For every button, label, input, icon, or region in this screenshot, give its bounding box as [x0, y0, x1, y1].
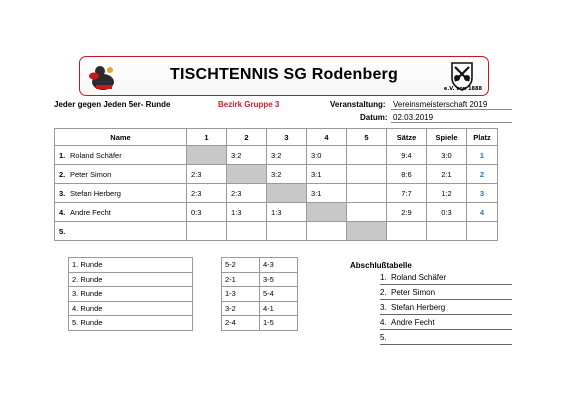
group-label: Bezirk Gruppe 3	[218, 100, 280, 109]
round-row	[69, 301, 298, 316]
result-cell: 2:3	[187, 165, 227, 184]
header-col-4: 4	[307, 129, 347, 146]
result-cell: 1:3	[267, 203, 307, 222]
standing-number: 3.	[380, 303, 387, 312]
round-row	[69, 287, 298, 302]
spiele-cell	[427, 222, 467, 241]
player-name: Roland Schäfer	[70, 150, 122, 160]
final-standing-item	[380, 273, 512, 285]
results-table	[54, 128, 498, 241]
result-cell	[347, 146, 387, 165]
result-cell: 3:0	[307, 146, 347, 165]
player-name: Stefan Herberg	[70, 188, 121, 198]
header-col-2: 2	[227, 129, 267, 146]
table-row	[55, 203, 498, 222]
club-founding-text: e.V. von 1888	[443, 86, 482, 92]
spiele-cell: 0:3	[427, 203, 467, 222]
result-cell	[307, 222, 347, 241]
standing-name: Roland Schäfer	[391, 273, 447, 282]
round-label: 3. Runde	[69, 287, 193, 302]
player-name-cell	[55, 146, 187, 165]
round-pairing-b: 5-4	[260, 287, 298, 302]
result-cell	[347, 184, 387, 203]
result-cell: 1:3	[227, 203, 267, 222]
result-cell: 3:2	[267, 165, 307, 184]
result-cell	[187, 222, 227, 241]
result-cell: 3:1	[307, 165, 347, 184]
saetze-cell: 2:9	[387, 203, 427, 222]
player-name: Andre Fecht	[70, 207, 111, 217]
player-name-cell	[55, 184, 187, 203]
header-col-5: 5	[347, 129, 387, 146]
spiele-cell: 1:2	[427, 184, 467, 203]
header-name: Name	[55, 129, 187, 146]
platz-cell: 1	[467, 146, 498, 165]
player-number: 1.	[59, 150, 66, 160]
result-cell: 0:3	[187, 203, 227, 222]
spiele-cell: 2:1	[427, 165, 467, 184]
standing-number: 2.	[380, 288, 387, 297]
round-pairing-a: 5-2	[222, 258, 260, 273]
table-row	[55, 165, 498, 184]
round-pairing-b: 4-3	[260, 258, 298, 273]
round-pairing-b: 1-5	[260, 316, 298, 331]
player-name-cell	[55, 165, 187, 184]
final-standing-item	[380, 303, 512, 315]
platz-cell: 2	[467, 165, 498, 184]
standing-name: Andre Fecht	[391, 318, 435, 327]
result-cell	[267, 222, 307, 241]
platz-cell	[467, 222, 498, 241]
result-cell: 3:1	[307, 184, 347, 203]
saetze-cell: 7:7	[387, 184, 427, 203]
result-cell: 3:2	[267, 146, 307, 165]
round-pairing-a: 2-4	[222, 316, 260, 331]
round-row	[69, 316, 298, 331]
final-standing-item	[380, 318, 512, 330]
result-cell	[227, 165, 267, 184]
round-row	[69, 258, 298, 273]
header-saetze: Sätze	[387, 129, 427, 146]
spiele-cell: 3:0	[427, 146, 467, 165]
saetze-cell: 8:6	[387, 165, 427, 184]
result-cell	[267, 184, 307, 203]
date-label: Datum:	[360, 113, 388, 122]
header-platz: Platz	[467, 129, 498, 146]
page-title: TISCHTENNIS SG Rodenberg	[170, 66, 398, 83]
round-label: 5. Runde	[69, 316, 193, 331]
round-pairing-b: 4-1	[260, 301, 298, 316]
player-number: 3.	[59, 188, 66, 198]
round-label: 4. Runde	[69, 301, 193, 316]
result-cell	[347, 203, 387, 222]
result-cell	[187, 146, 227, 165]
standing-number: 4.	[380, 318, 387, 327]
table-row	[55, 146, 498, 165]
tournament-mode: Jeder gegen Jeden 5er- Runde	[54, 100, 171, 109]
round-gap	[193, 316, 222, 331]
header-banner	[79, 56, 489, 96]
header-col-1: 1	[187, 129, 227, 146]
saetze-cell: 9:4	[387, 146, 427, 165]
rounds-table	[68, 257, 298, 331]
round-pairing-a: 2-1	[222, 272, 260, 287]
round-label: 1. Runde	[69, 258, 193, 273]
player-number: 5.	[59, 226, 66, 236]
result-cell: 3:2	[227, 146, 267, 165]
player-number: 2.	[59, 169, 66, 179]
event-label: Veranstaltung:	[330, 100, 386, 109]
platz-cell: 3	[467, 184, 498, 203]
round-gap	[193, 287, 222, 302]
round-pairing-a: 1-3	[222, 287, 260, 302]
player-name-cell	[55, 222, 187, 241]
round-pairing-b: 3-5	[260, 272, 298, 287]
standing-name: Stefan Herberg	[391, 303, 446, 312]
result-cell: 2:3	[227, 184, 267, 203]
round-gap	[193, 301, 222, 316]
standing-number: 5.	[380, 333, 387, 342]
result-cell	[307, 203, 347, 222]
header-col-3: 3	[267, 129, 307, 146]
final-standing-item	[380, 333, 512, 345]
player-name: Peter Simon	[70, 169, 112, 179]
result-cell	[347, 222, 387, 241]
table-row	[55, 184, 498, 203]
final-standings-title: Abschlußtabelle	[350, 261, 412, 270]
saetze-cell	[387, 222, 427, 241]
round-row	[69, 272, 298, 287]
standing-number: 1.	[380, 273, 387, 282]
event-value: Vereinsmeisterschaft 2019	[391, 100, 512, 110]
standing-name: Peter Simon	[391, 288, 436, 297]
final-standing-item	[380, 288, 512, 300]
round-gap	[193, 272, 222, 287]
result-cell: 2:3	[187, 184, 227, 203]
result-cell	[347, 165, 387, 184]
round-pairing-a: 3-2	[222, 301, 260, 316]
player-number: 4.	[59, 207, 66, 217]
header-spiele: Spiele	[427, 129, 467, 146]
table-row	[55, 222, 498, 241]
date-value: 02.03.2019	[391, 113, 512, 123]
table-header-row	[55, 129, 498, 146]
round-gap	[193, 258, 222, 273]
platz-cell: 4	[467, 203, 498, 222]
round-label: 2. Runde	[69, 272, 193, 287]
player-name-cell	[55, 203, 187, 222]
result-cell	[227, 222, 267, 241]
